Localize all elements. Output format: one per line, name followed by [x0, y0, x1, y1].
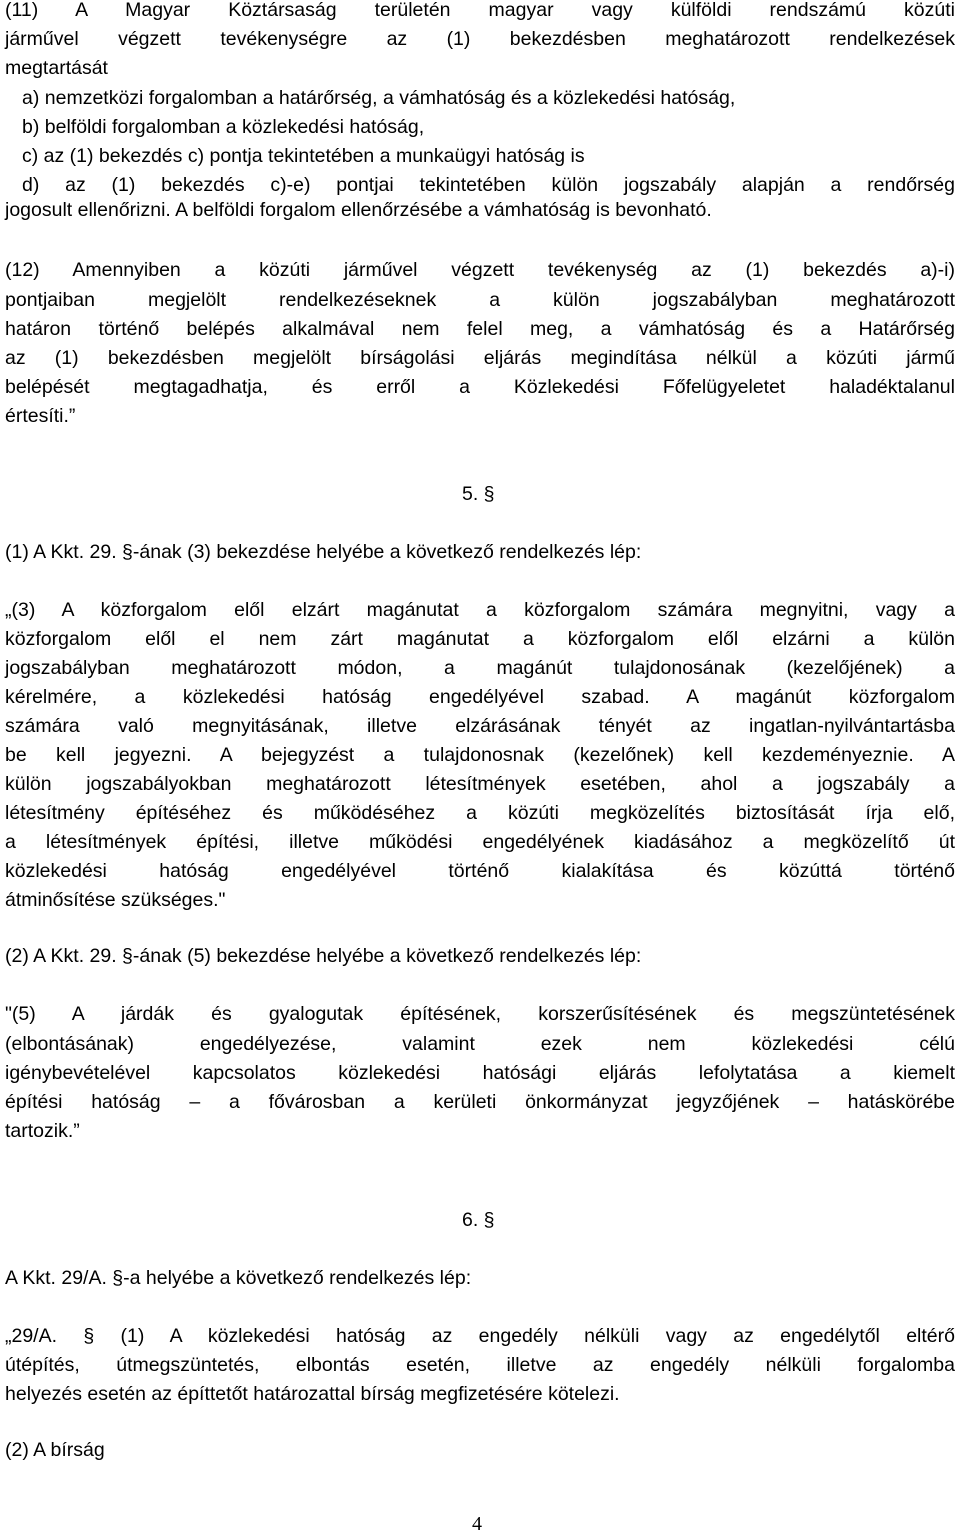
section-5-quote-1-line: „(3) A közforgalom elől elzárt magánutat a közforgalom számára megnyitni, vagy a	[5, 599, 955, 621]
paragraph-12-line: határon történő belépés alkalmával nem felel meg, a vámhatóság és a Határőrség	[5, 318, 955, 340]
section-5-quote-1-line: létesítmény építéséhez és működéséhez a közúti megközelítés biztosítását írja elő,	[5, 802, 955, 824]
section-5-quote-1-line: a létesítmények építési, illetve működési engedélyének kiadásához a megközelítő út	[5, 831, 955, 853]
section-5-intro-2: (2) A Kkt. 29. §-ának (5) bekezdése helyébe a következő rendelkezés lép:	[5, 945, 642, 967]
section-5-quote-1-line: közlekedési hatóság engedélyével történő kialakítása és közúttá történő	[5, 860, 955, 882]
paragraph-11-item: d) az (1) bekezdés c)-e) pontjai tekintetében külön jogszabály alapján a rendőrség	[22, 174, 955, 196]
paragraph-12-line: belépését megtagadhatja, és erről a Közlekedési Főfelügyeletet haladéktalanul	[5, 376, 955, 398]
section-5-quote-2-line: "(5) A járdák és gyalogutak építésének, korszerűsítésének és megszüntetésének	[5, 1003, 955, 1025]
section-5-quote-1-line: átminősítése szükséges."	[5, 889, 226, 911]
paragraph-12-line: (12) Amennyiben a közúti járművel végzett tevékenység az (1) bekezdés a)-i)	[5, 259, 955, 281]
section-5-quote-1-line: számára való megnyitásának, illetve elzárásának tényét az ingatlan-nyilvántartásba	[5, 715, 955, 737]
paragraph-11-line: (11) A Magyar Köztársaság területén magyar vagy külföldi rendszámú közúti	[5, 0, 955, 21]
paragraph-11-line: járművel végzett tevékenységre az (1) bekezdésben meghatározott rendelkezések	[5, 28, 955, 50]
paragraph-11-item: b) belföldi forgalomban a közlekedési hatóság,	[22, 116, 425, 138]
section-6-quote-line: útépítés, útmegszüntetés, elbontás esetén, illetve az engedély nélküli forgalomba	[5, 1354, 955, 1376]
paragraph-11-item: c) az (1) bekezdés c) pontja tekintetében a munkaügyi hatóság is	[22, 145, 585, 167]
section-5-quote-2-line: igénybevételével kapcsolatos közlekedési hatósági eljárás lefolytatása a kiemelt	[5, 1062, 955, 1084]
paragraph-11-line: jogosult ellenőrizni. A belföldi forgalom ellenőrzésébe a vámhatóság is bevonható.	[5, 199, 712, 221]
paragraph-12-line: az (1) bekezdésben megjelölt bírságolási eljárás megindítása nélkül a közúti jármű	[5, 347, 955, 369]
section-5-heading: 5. §	[462, 483, 495, 505]
section-5-quote-1-line: közforgalom elől el nem zárt magánutat a közforgalom elől elzárni a külön	[5, 628, 955, 650]
section-5-quote-1-line: kérelmére, a közlekedési hatóság engedélyével szabad. A magánút közforgalom	[5, 686, 955, 708]
section-6-quote-line: „29/A. § (1) A közlekedési hatóság az engedély nélküli vagy az engedélytől eltérő	[5, 1325, 955, 1347]
paragraph-11-item: a) nemzetközi forgalomban a határőrség, a vámhatóság és a közlekedési hatóság,	[22, 87, 736, 109]
paragraph-11-line: megtartását	[5, 57, 108, 79]
section-5-quote-2-line: (elbontásának) engedélyezése, valamint ezek nem közlekedési célú	[5, 1033, 955, 1055]
section-5-quote-2-line: építési hatóság – a fővárosban a kerületi önkormányzat jegyzőjének – hatáskörébe	[5, 1091, 955, 1113]
section-6-heading: 6. §	[462, 1209, 495, 1231]
section-5-quote-1-line: jogszabályban meghatározott módon, a magánút tulajdonosának (kezelőjének) a	[5, 657, 955, 679]
section-6-paragraph-2: (2) A bírság	[5, 1439, 105, 1461]
section-5-quote-1-line: be kell jegyezni. A bejegyzést a tulajdonosnak (kezelőnek) kell kezdeményeznie. A	[5, 744, 955, 766]
section-5-quote-1-line: külön jogszabályokban meghatározott létesítmények esetében, ahol a jogszabály a	[5, 773, 955, 795]
page-number: 4	[472, 1513, 482, 1535]
paragraph-12-line: pontjaiban megjelölt rendelkezéseknek a külön jogszabályban meghatározott	[5, 289, 955, 311]
section-5-intro-1: (1) A Kkt. 29. §-ának (3) bekezdése helyébe a következő rendelkezés lép:	[5, 541, 642, 563]
section-6-intro: A Kkt. 29/A. §-a helyébe a következő rendelkezés lép:	[5, 1267, 472, 1289]
section-5-quote-2-line: tartozik.”	[5, 1120, 80, 1142]
section-6-quote-line: helyezés esetén az építtetőt határozattal bírság megfizetésére kötelezi.	[5, 1383, 620, 1405]
paragraph-12-line: értesíti.”	[5, 405, 76, 427]
